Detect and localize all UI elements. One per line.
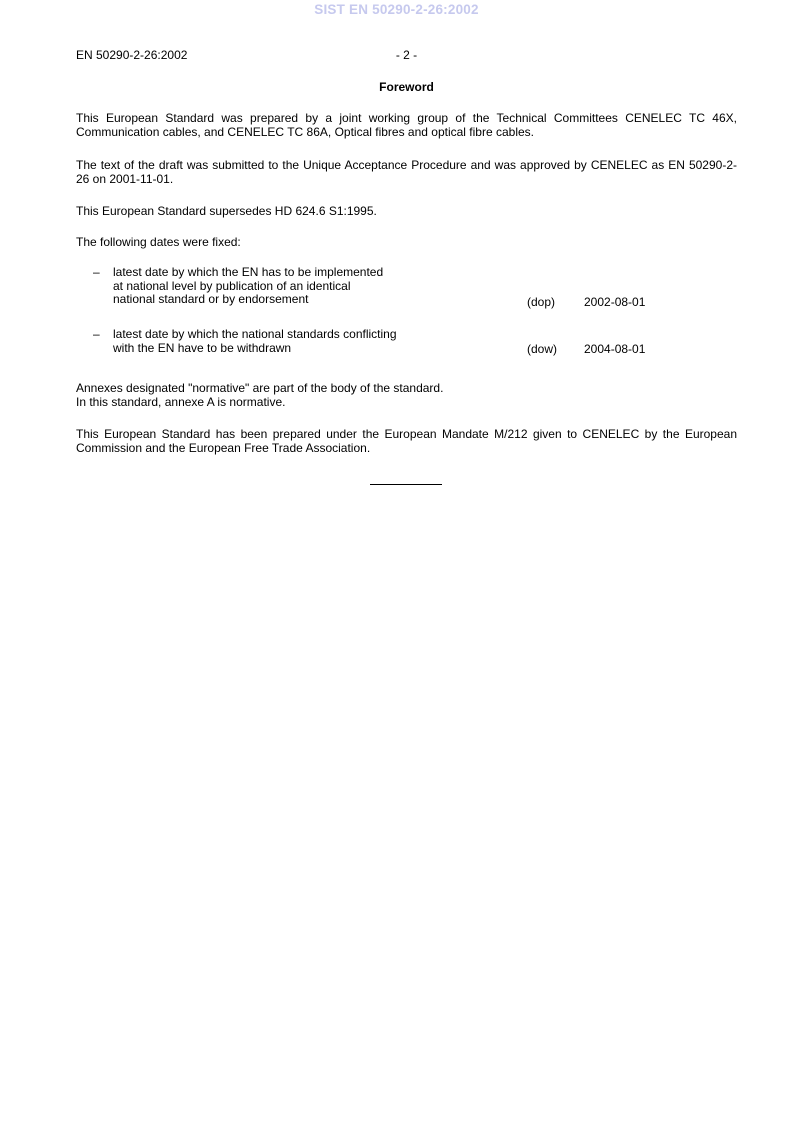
annex-line: In this standard, annexe A is normative.	[76, 394, 286, 409]
dash-bullet: –	[93, 265, 100, 279]
paragraph-approval: The text of the draft was submitted to the Unique Acceptance Procedure and was approved by CENELEC as EN 50290-2-26 on 2001-11-01.	[76, 158, 737, 186]
description-line: latest date by which the national standards conflicting	[113, 327, 397, 341]
document-id: EN 50290-2-26:2002	[76, 48, 188, 62]
page-number: - 2 -	[395, 48, 418, 62]
date-item-description	[113, 266, 503, 307]
description-line: latest date by which the EN has to be implemented	[113, 265, 384, 279]
description-line: at national level by publication of an identical	[113, 278, 351, 293]
date-value: 2002-08-01	[584, 295, 646, 309]
paragraph-prepared-by: This European Standard was prepared by a joint working group of the Technical Committees CENELEC TC 46X, Communication cables, and CENELEC TC 86A, Optical fibres and optical fibre cables.	[76, 111, 737, 139]
section-title: Foreword	[379, 80, 434, 94]
annex-line: Annexes designated "normative" are part of the body of the standard.	[76, 381, 444, 395]
watermark-title: SIST EN 50290-2-26:2002	[314, 2, 479, 17]
paragraph-dates-intro: The following dates were fixed:	[76, 235, 241, 249]
end-rule	[370, 484, 442, 485]
description-line: national standard or by endorsement	[113, 292, 309, 307]
date-item-dow	[93, 328, 693, 388]
date-item-description	[113, 328, 503, 355]
date-item-dop	[93, 266, 693, 326]
date-code: (dow)	[527, 342, 558, 356]
description-line: with the EN have to be withdrawn	[113, 340, 292, 355]
date-code: (dop)	[527, 295, 556, 309]
paragraph-supersedes: This European Standard supersedes HD 624.6 S1:1995.	[76, 204, 377, 218]
date-value: 2004-08-01	[584, 342, 646, 356]
dash-bullet: –	[93, 327, 100, 341]
paragraph-annexes	[76, 382, 737, 409]
paragraph-mandate: This European Standard has been prepared under the European Mandate M/212 given to CENELEC by the European Commission and the European Free Trade Association.	[76, 427, 737, 455]
